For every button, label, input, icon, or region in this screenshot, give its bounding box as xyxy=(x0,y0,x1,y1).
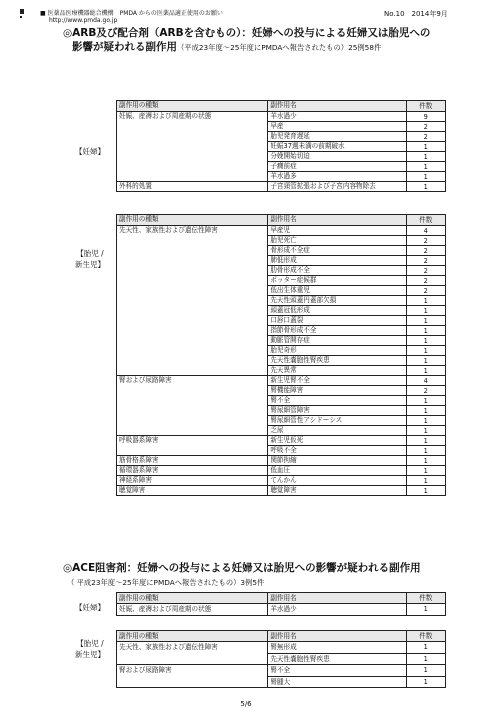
case-count: 4 xyxy=(406,376,446,386)
column-header: 副作用の種類 xyxy=(117,631,268,642)
case-count: 1 xyxy=(406,653,446,665)
column-header: 副作用の種類 xyxy=(117,593,268,604)
case-count: 1 xyxy=(406,346,446,356)
column-header: 件数 xyxy=(406,101,446,112)
reaction-category xyxy=(117,346,268,356)
table-row xyxy=(117,642,446,654)
table-row xyxy=(117,486,446,496)
reaction-name: 新生児仮死 xyxy=(268,436,406,446)
section1-group-label-pregnant xyxy=(68,146,112,157)
column-header: 副作用名 xyxy=(268,215,406,226)
group-label-line: 新生児】 xyxy=(75,260,105,269)
reaction-name: 呼吸不全 xyxy=(268,446,406,456)
column-header: 副作用名 xyxy=(268,593,406,604)
reaction-name: 胎児奇形 xyxy=(268,346,406,356)
reaction-category: 循環器系障害 xyxy=(117,466,268,476)
table-row xyxy=(117,226,446,236)
reaction-category: 呼吸器系障害 xyxy=(117,436,268,446)
reaction-name: てんかん xyxy=(268,476,406,486)
reaction-name: 胎児発育遅延 xyxy=(268,132,406,142)
table-row xyxy=(117,132,446,142)
reaction-category xyxy=(117,426,268,436)
reaction-name: 先天異常 xyxy=(268,366,406,376)
reaction-name: 羊水過少 xyxy=(268,604,406,616)
reaction-name: 新生児腎不全 xyxy=(268,376,406,386)
reaction-name: 腎無形成 xyxy=(268,642,406,654)
header-org: ■ 医薬品医療機器総合機構 PMDA からの医薬品適正使用のお願い xyxy=(40,10,223,17)
table-row xyxy=(117,456,446,466)
case-count: 1 xyxy=(406,326,446,336)
reaction-name: ポッター症候群 xyxy=(268,276,406,286)
reaction-name: 羊水過少 xyxy=(268,112,406,122)
case-count: 1 xyxy=(406,642,446,654)
reaction-category xyxy=(117,296,268,306)
page-number: 5/6 xyxy=(240,700,252,708)
case-count: 2 xyxy=(406,132,446,142)
reaction-name: 関節拘縮 xyxy=(268,456,406,466)
column-header: 件数 xyxy=(406,215,446,226)
reaction-name: 骨形成不全症 xyxy=(268,246,406,256)
case-count: 1 xyxy=(406,486,446,496)
table-row xyxy=(117,426,446,436)
section2-table-fetus xyxy=(116,630,446,688)
reaction-name: 妊娠37週未満の前期破水 xyxy=(268,142,406,152)
section1-title: ◎ARB及び配合剤（ARBを含むもの）：妊婦への投与による妊婦又は胎児への xyxy=(63,27,431,39)
reaction-name: 頭蓋冠低形成 xyxy=(268,306,406,316)
reaction-name: 分娩開始切迫 xyxy=(268,152,406,162)
reaction-name: 腎尿細管障害 xyxy=(268,406,406,416)
reaction-name: 口唇口蓋裂 xyxy=(268,316,406,326)
reaction-category: 腎および尿路障害 xyxy=(117,665,268,677)
table-row xyxy=(117,266,446,276)
reaction-name: 肺低形成 xyxy=(268,256,406,266)
reaction-name: 先天性嚢胞性腎疾患 xyxy=(268,653,406,665)
table-row xyxy=(117,182,446,192)
table-row xyxy=(117,476,446,486)
case-count: 1 xyxy=(406,142,446,152)
section2-group-label-pregnant xyxy=(68,602,112,613)
reaction-category: 先天性、家族性および遺伝性障害 xyxy=(117,642,268,654)
table-row xyxy=(117,256,446,266)
case-count: 1 xyxy=(406,336,446,346)
reaction-category: 聴覚障害 xyxy=(117,486,268,496)
reaction-category: 妊娠、産褥および周産期の状態 xyxy=(117,604,268,616)
case-count: 4 xyxy=(406,226,446,236)
reaction-name: 乏尿 xyxy=(268,426,406,436)
section1-table-pregnant xyxy=(116,100,446,192)
case-count: 2 xyxy=(406,286,446,296)
reaction-category: 筋骨格系障害 xyxy=(117,456,268,466)
case-count: 1 xyxy=(406,476,446,486)
table-row xyxy=(117,406,446,416)
reaction-name: 指節骨形成不全 xyxy=(268,326,406,336)
table-row xyxy=(117,346,446,356)
table-row xyxy=(117,276,446,286)
case-count: 1 xyxy=(406,456,446,466)
case-count: 1 xyxy=(406,446,446,456)
reaction-category xyxy=(117,256,268,266)
case-count: 1 xyxy=(406,356,446,366)
case-count: 1 xyxy=(406,316,446,326)
section1-table-fetus xyxy=(116,214,446,496)
reaction-category: 先天性、家族性および遺伝性障害 xyxy=(117,226,268,236)
table-row xyxy=(117,112,446,122)
table-row xyxy=(117,366,446,376)
group-label-line: 【妊婦】 xyxy=(75,147,105,156)
section2-subtitle: （ 平成23年度～25年度にPMDAへ報告されたもの）3例5件 xyxy=(67,578,265,587)
reaction-category xyxy=(117,286,268,296)
table-row xyxy=(117,665,446,677)
table-row xyxy=(117,326,446,336)
table-row xyxy=(117,376,446,386)
reaction-category xyxy=(117,172,268,182)
column-header: 副作用名 xyxy=(268,631,406,642)
table-row xyxy=(117,466,446,476)
group-label-line: 新生児】 xyxy=(75,650,105,659)
reaction-category xyxy=(117,122,268,132)
header-url: http://www.pmda.go.jp xyxy=(49,17,118,24)
table-row xyxy=(117,246,446,256)
reaction-category xyxy=(117,366,268,376)
reaction-category xyxy=(117,266,268,276)
reaction-category xyxy=(117,356,268,366)
column-header: 副作用名 xyxy=(268,101,406,112)
reaction-category: 神経系障害 xyxy=(117,476,268,486)
case-count: 1 xyxy=(406,306,446,316)
reaction-category xyxy=(117,446,268,456)
reaction-name: 早産児 xyxy=(268,226,406,236)
reaction-category xyxy=(117,396,268,406)
case-count: 1 xyxy=(406,296,446,306)
section1-group-label-fetus xyxy=(66,248,114,270)
reaction-name: 胎児死亡 xyxy=(268,236,406,246)
column-header: 副作用の種類 xyxy=(117,101,268,112)
column-header: 件数 xyxy=(406,631,446,642)
reaction-category xyxy=(117,236,268,246)
reaction-category xyxy=(117,246,268,256)
case-count: 1 xyxy=(406,426,446,436)
case-count: 1 xyxy=(406,182,446,192)
reaction-name: 子癇前症 xyxy=(268,162,406,172)
section2-title: ◎ACE阻害剤：妊婦への投与による妊婦又は胎児への影響が疑われる副作用 xyxy=(63,562,421,574)
table-row xyxy=(117,286,446,296)
reaction-name: 低血圧 xyxy=(268,466,406,476)
table-row xyxy=(117,396,446,406)
reaction-name: 動脈管開存症 xyxy=(268,336,406,346)
reaction-name: 腎腫大 xyxy=(268,676,406,688)
reaction-category xyxy=(117,276,268,286)
table-row xyxy=(117,336,446,346)
case-count: 2 xyxy=(406,122,446,132)
reaction-category xyxy=(117,676,268,688)
table-row xyxy=(117,386,446,396)
group-label-line: 【妊婦】 xyxy=(75,603,105,612)
section2-group-label-fetus xyxy=(66,638,114,660)
case-count: 1 xyxy=(406,152,446,162)
table-header-row xyxy=(117,101,446,112)
table-row xyxy=(117,446,446,456)
reaction-category xyxy=(117,406,268,416)
table-header-row xyxy=(117,215,446,226)
reaction-name: 肋骨形成不全 xyxy=(268,266,406,276)
case-count: 1 xyxy=(406,172,446,182)
case-count: 2 xyxy=(406,246,446,256)
case-count: 1 xyxy=(406,676,446,688)
table-row xyxy=(117,676,446,688)
case-count: 9 xyxy=(406,112,446,122)
reaction-name: 聴覚障害 xyxy=(268,486,406,496)
table-row xyxy=(117,436,446,446)
table-row xyxy=(117,296,446,306)
column-header: 副作用の種類 xyxy=(117,215,268,226)
table-row xyxy=(117,142,446,152)
reaction-category xyxy=(117,336,268,346)
header-mark xyxy=(20,9,24,14)
reaction-category xyxy=(117,132,268,142)
case-count: 1 xyxy=(406,406,446,416)
reaction-name: 先天性頭蓋円蓋部欠損 xyxy=(268,296,406,306)
section1-title-line2: 影響が疑われる副作用（平成23年度～25年度にPMDAへ報告されたもの）25例58件 xyxy=(72,41,382,53)
reaction-name: 腎不全 xyxy=(268,396,406,406)
reaction-category xyxy=(117,306,268,316)
section2-table-pregnant xyxy=(116,592,446,616)
case-count: 1 xyxy=(406,604,446,616)
table-row xyxy=(117,653,446,665)
table-row xyxy=(117,316,446,326)
case-count: 2 xyxy=(406,266,446,276)
column-header: 件数 xyxy=(406,593,446,604)
group-label-line: 【胎児 / xyxy=(76,249,104,258)
reaction-category xyxy=(117,653,268,665)
case-count: 1 xyxy=(406,416,446,426)
table-row xyxy=(117,604,446,616)
reaction-category xyxy=(117,152,268,162)
table-row xyxy=(117,172,446,182)
table-header-row xyxy=(117,593,446,604)
table-row xyxy=(117,306,446,316)
table-row xyxy=(117,236,446,246)
table-row xyxy=(117,152,446,162)
reaction-category: 腎および尿路障害 xyxy=(117,376,268,386)
header-mark-small xyxy=(20,16,22,18)
case-count: 1 xyxy=(406,366,446,376)
case-count: 2 xyxy=(406,386,446,396)
reaction-name: 子宮頸管拡張および子宮内容物除去 xyxy=(268,182,406,192)
reaction-category xyxy=(117,142,268,152)
case-count: 1 xyxy=(406,466,446,476)
table-header-row xyxy=(117,631,446,642)
reaction-name: 早産 xyxy=(268,122,406,132)
reaction-category xyxy=(117,316,268,326)
square-bullet-icon: ■ xyxy=(40,10,46,17)
reaction-category xyxy=(117,386,268,396)
reaction-name: 先天性嚢胞性腎疾患 xyxy=(268,356,406,366)
case-count: 2 xyxy=(406,276,446,286)
table-row xyxy=(117,416,446,426)
reaction-name: 羊水過多 xyxy=(268,172,406,182)
header-issue: No.10 2014年9月 xyxy=(384,10,448,18)
table-row xyxy=(117,122,446,132)
reaction-name: 低出生体重児 xyxy=(268,286,406,296)
reaction-category xyxy=(117,326,268,336)
case-count: 2 xyxy=(406,236,446,246)
case-count: 1 xyxy=(406,436,446,446)
case-count: 1 xyxy=(406,396,446,406)
case-count: 2 xyxy=(406,256,446,266)
group-label-line: 【胎児 / xyxy=(76,639,104,648)
reaction-name: 腎尿細管性アシドーシス xyxy=(268,416,406,426)
table-row xyxy=(117,162,446,172)
case-count: 1 xyxy=(406,665,446,677)
reaction-category: 外科的処置 xyxy=(117,182,268,192)
reaction-category: 妊娠、産褥および周産期の状態 xyxy=(117,112,268,122)
table-row xyxy=(117,356,446,366)
case-count: 1 xyxy=(406,162,446,172)
reaction-name: 腎不全 xyxy=(268,665,406,677)
reaction-category xyxy=(117,162,268,172)
reaction-name: 腎機能障害 xyxy=(268,386,406,396)
reaction-category xyxy=(117,416,268,426)
